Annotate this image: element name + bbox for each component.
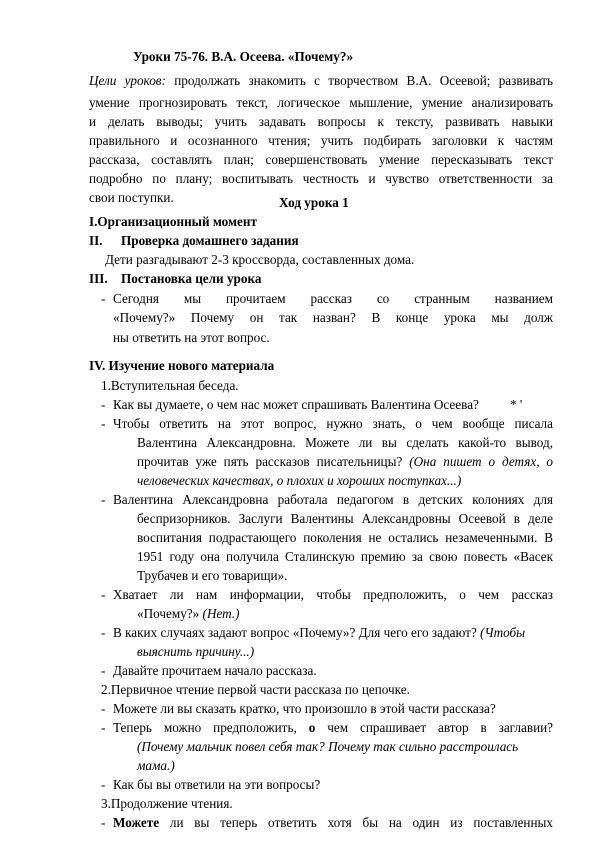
question-9: Как бы вы ответили на эти вопросы? <box>113 777 321 792</box>
question-10-text: ли вы теперь ответить хотя бы на один из поставленных <box>159 815 553 830</box>
question-2-line-4: человеческих качествах, о плохих и хороших поступках...) <box>137 473 462 488</box>
goals-label: Цели уроков: <box>89 73 166 88</box>
bullet-dash: - <box>101 397 106 412</box>
bullet-dash: - <box>101 663 106 678</box>
question-8-text-a: Теперь можно предположить, <box>113 720 297 735</box>
section-3-line-2: «Почему?» Почему он так назван? В конце урока мы долж <box>113 310 553 325</box>
bullet-dash: - <box>101 492 106 507</box>
question-5-line-2: выяснить причину...) <box>137 644 255 659</box>
question-2-line-1: Чтобы ответить на этот вопрос, нужно знать, о чем вообще писала <box>113 416 553 431</box>
goals-line-4: правильного и осознанного чтения; учить подбирать заголовки к частям <box>89 133 553 148</box>
question-10-bold: Можете <box>113 815 160 830</box>
goals-line-3: и делать выводы; учить задавать вопросы к тексту, развивать навыки <box>89 114 553 129</box>
bullet-dash: - <box>101 416 106 431</box>
page-title: Уроки 75-76. В.А. Осеева. «Почему?» <box>133 49 354 64</box>
bio-line-2: беспризорников. Заслуги Валентины Александровны Осеевой в деле <box>137 511 553 526</box>
question-4-text: «Почему?» <box>137 606 200 621</box>
bullet-dash: - <box>101 815 106 830</box>
goals-line-7: свои поступки. <box>89 190 174 205</box>
goals-line-5: рассказа, составлять план; совершенствовать умение пересказывать текст <box>89 152 553 167</box>
question-6: Давайте прочитаем начало рассказа. <box>113 663 317 678</box>
question-5-line-1 <box>113 625 525 641</box>
section-3-number: III. <box>89 271 108 286</box>
question-4-answer: (Нет.) <box>202 606 240 621</box>
question-8-text-b: о <box>308 720 316 735</box>
question-10-line-1 <box>113 815 553 831</box>
bullet-dash: - <box>101 701 106 716</box>
question-5-answer: (Чтобы <box>480 625 526 640</box>
question-7: Можете ли вы сказать кратко, что произошло в этой части рассказа? <box>113 701 496 716</box>
question-2-text: прочитав уже пять рассказов писательницы? <box>137 454 403 469</box>
question-8-line-3: мама.) <box>137 758 175 773</box>
goals-line-2: умение прогнозировать текст, логическое мышление, умение анализировать <box>89 95 553 110</box>
goals-text: продолжать знакомить с творчеством В.А. Осеевой; развивать <box>174 73 553 88</box>
question-4-line-1: Хватает ли нам информации, чтобы предположить, о чем рассказ <box>113 587 553 602</box>
section-1-heading: I.Организационный момент <box>89 214 257 229</box>
first-reading: 2.Первичное чтение первой части рассказа по цепочке. <box>101 682 410 697</box>
bio-line-5: Трубачев и его товарищи». <box>137 568 288 583</box>
section-2-heading: Проверка домашнего задания <box>121 233 299 248</box>
question-2-line-3 <box>137 454 553 470</box>
section-4-heading: IV. Изучение нового материала <box>89 358 275 373</box>
question-8-text-c: чем спрашивает автор в заглавии? <box>327 720 553 735</box>
bullet-dash: - <box>101 625 106 640</box>
question-1-mark: * ' <box>510 397 523 412</box>
bullet-dash: - <box>101 720 106 735</box>
question-2-line-2: Валентина Александровна. Можете ли вы сделать какой-то вывод, <box>137 435 553 450</box>
section-3-line-1: Сегодня мы прочитаем рассказ со странным названием <box>113 291 553 306</box>
bullet-dash: - <box>101 291 106 306</box>
goals-line-6: подробно по плану; воспитывать честность и чувство ответственности за <box>89 171 553 186</box>
question-4-line-2 <box>137 606 240 622</box>
question-5-text: В каких случаях задают вопрос «Почему»? Для чего его задают? <box>113 625 477 640</box>
bio-line-4: 1951 году она получила Сталинскую премию за свою повесть «Васек <box>137 549 553 564</box>
bio-line-1: Валентина Александровна работала педагогом в детских колониях для <box>113 492 553 507</box>
question-1: Как вы думаете, о чем нас может спрашивать Валентина Осеева? <box>113 397 479 412</box>
question-2-answer: (Она пишет о детях, о <box>409 454 553 469</box>
intro-talk: 1.Вступительная беседа. <box>101 378 239 393</box>
question-8-line-2: (Почему мальчик повел себя так? Почему так сильно расстроилась <box>137 739 519 754</box>
bullet-dash: - <box>101 587 106 602</box>
question-8-line-1 <box>113 720 553 736</box>
goals-line-1 <box>89 73 553 89</box>
section-2-number: II. <box>89 233 103 248</box>
section-3-line-3: ны ответить на этот вопрос. <box>113 330 270 345</box>
continued-reading: 3.Продолжение чтения. <box>101 796 233 811</box>
section-3-heading: Постановка цели урока <box>121 271 262 286</box>
section-2-text: Дети разгадывают 2-3 кроссворда, составленных дома. <box>105 252 415 267</box>
lesson-heading: Ход урока 1 <box>279 195 349 210</box>
bio-line-3: воспитания подрастающего поколения не остались незамеченными. В <box>137 530 553 545</box>
bullet-dash: - <box>101 777 106 792</box>
